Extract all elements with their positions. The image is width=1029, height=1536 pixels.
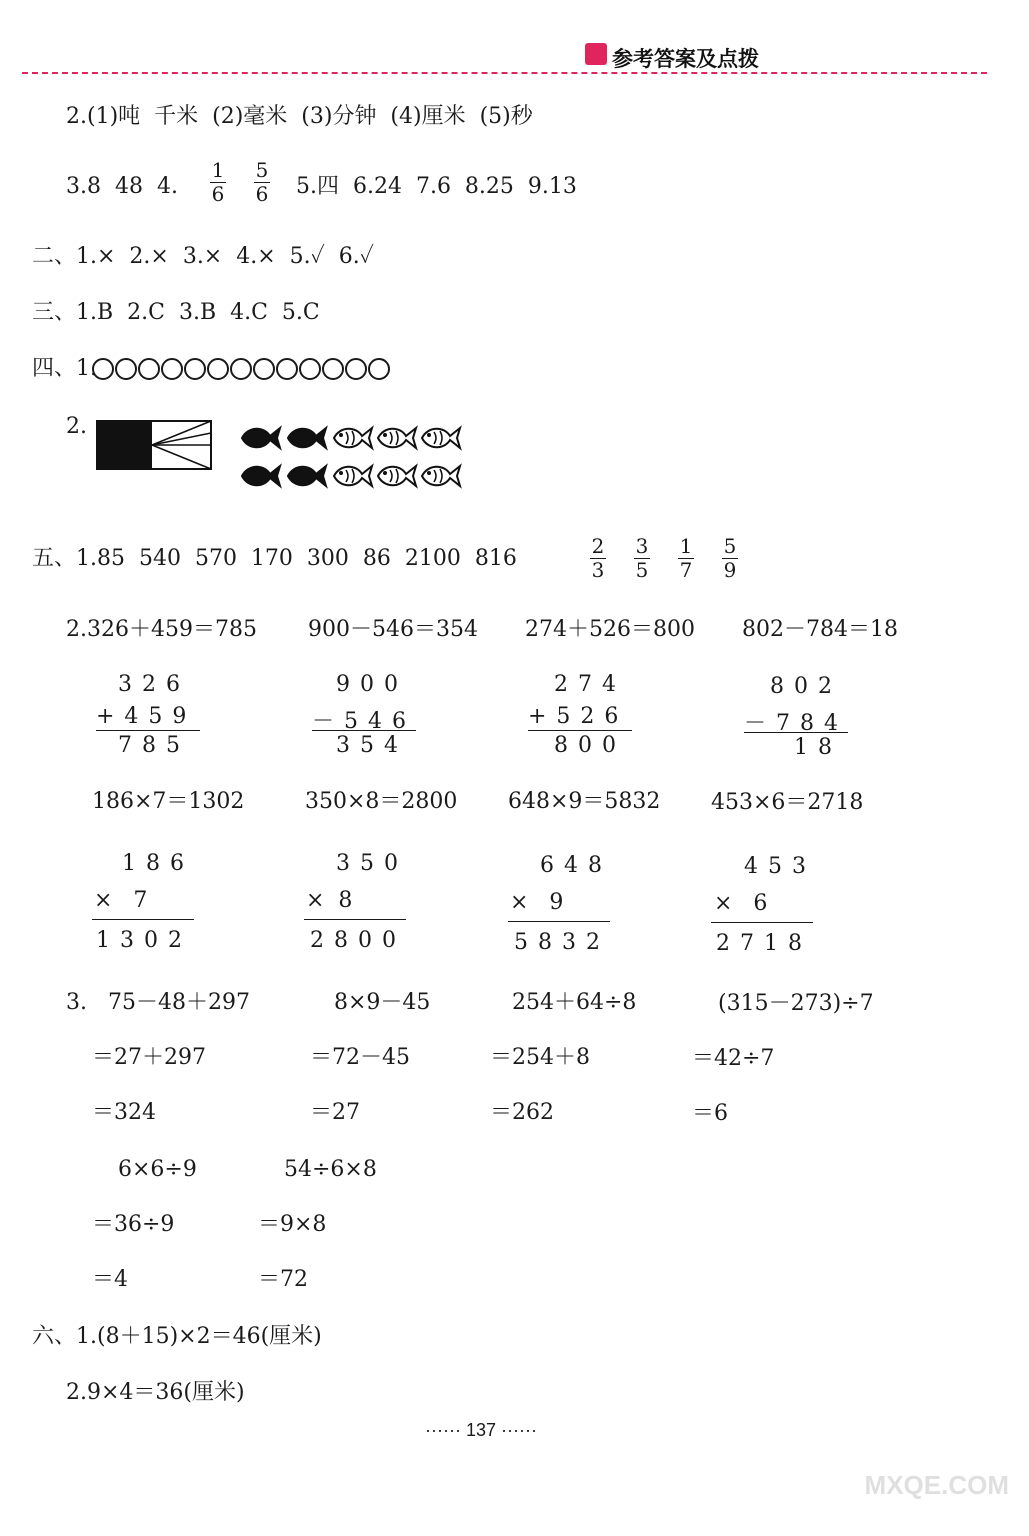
watermark-logo: MXQE.COM (864, 1470, 1009, 1500)
vertical-operand: +459 (96, 704, 197, 729)
vertical-result: 785 (118, 733, 190, 758)
calc-result: ＝4 (92, 1267, 128, 1292)
equation: 186×7＝1302 (92, 789, 245, 814)
fraction: 1 6 (211, 158, 225, 206)
vertical-top: 802 (770, 674, 842, 699)
fraction: 1 7 (679, 534, 693, 582)
outline-fish-icon (378, 466, 416, 486)
equation: 2.326＋459＝785 (66, 617, 257, 642)
outline-fish-icon (334, 428, 372, 448)
circle-icon (368, 358, 390, 380)
circle-icon (253, 358, 275, 380)
vertical-top: 453 (744, 854, 816, 879)
fraction: 5 6 (255, 158, 269, 206)
section-2: 二、1.× 2.× 3.× 4.× 5.✓ 6.✓ (32, 244, 374, 269)
equation: 453×6＝2718 (711, 790, 864, 815)
section-3: 三、1.B 2.C 3.B 4.C 5.C (32, 300, 320, 325)
vertical-operand: －784 (744, 711, 848, 736)
vertical-rule (744, 732, 848, 733)
answer-line-1: 2.(1)吨 千米 (2)毫米 (3)分钟 (4)厘米 (5)秒 (66, 104, 533, 129)
vertical-operand: +526 (528, 704, 629, 729)
answer-line-2b: 5.四 6.24 7.6 8.25 9.13 (296, 174, 577, 199)
vertical-operand: × 6 (714, 891, 768, 916)
calc-result: ＝27 (310, 1100, 360, 1125)
fraction: 5 9 (723, 534, 737, 582)
vertical-rule (304, 919, 406, 920)
calc-result: ＝262 (490, 1100, 554, 1125)
calc-step: ＝72－45 (310, 1045, 410, 1070)
page-header-title: 参考答案及点拨 (612, 47, 759, 71)
calc-expression: 8×9－45 (334, 990, 431, 1015)
outline-fish-icon (378, 428, 416, 448)
vertical-operand: × 7 (94, 888, 148, 913)
vertical-rule (92, 919, 194, 920)
circle-icon (184, 358, 206, 380)
vertical-top: 326 (118, 672, 190, 697)
vertical-result: 354 (336, 733, 408, 758)
vertical-result: 18 (794, 735, 842, 760)
vertical-operand: －546 (312, 709, 416, 734)
circle-icon (276, 358, 298, 380)
vertical-result: 800 (554, 733, 626, 758)
circle-icon (138, 358, 160, 380)
calc-step: ＝42÷7 (692, 1046, 775, 1071)
black-fish-icon (288, 466, 326, 486)
circle-icon (161, 358, 183, 380)
calc-step: ＝9×8 (258, 1212, 327, 1237)
fish-diagram (238, 420, 478, 492)
black-fish-icon (288, 428, 326, 448)
vertical-rule (508, 921, 610, 922)
equation: 648×9＝5832 (508, 789, 661, 814)
circle-icon (207, 358, 229, 380)
circle-row (92, 358, 390, 380)
vertical-top: 648 (540, 853, 612, 878)
vertical-rule (312, 730, 416, 731)
outline-fish-icon (422, 466, 460, 486)
black-fish-icon (242, 466, 280, 486)
equation: 274＋526＝800 (525, 617, 695, 642)
answer-line-2a: 3.8 48 4. (66, 174, 178, 199)
fraction: 3 5 (635, 534, 649, 582)
section-4: 四、1. (32, 356, 97, 381)
calc-result: ＝324 (92, 1100, 156, 1125)
black-fish-icon (242, 428, 280, 448)
vertical-top: 900 (336, 672, 408, 697)
vertical-rule (711, 922, 813, 923)
vertical-operand: × 8 (306, 888, 353, 913)
fraction: 2 3 (591, 534, 605, 582)
circle-icon (230, 358, 252, 380)
section-6-line-1: 六、1.(8＋15)×2＝46(厘米) (32, 1324, 322, 1349)
circle-icon (299, 358, 321, 380)
section-5-line-1: 五、1.85 540 570 170 300 86 2100 816 (32, 546, 517, 571)
header-divider (22, 72, 987, 74)
vertical-rule (528, 730, 632, 731)
outline-fish-icon (334, 466, 372, 486)
vertical-result: 2718 (716, 931, 812, 956)
vertical-top: 350 (336, 851, 408, 876)
vertical-top: 186 (122, 851, 194, 876)
circle-icon (92, 358, 114, 380)
vertical-operand: × 9 (510, 890, 564, 915)
calc-step: ＝27＋297 (92, 1045, 206, 1070)
equation: 350×8＝2800 (305, 789, 458, 814)
calc-step: ＝254＋8 (490, 1045, 590, 1070)
vertical-top: 274 (554, 672, 626, 697)
vertical-rule (96, 730, 200, 731)
circle-icon (322, 358, 344, 380)
vertical-result: 1302 (96, 928, 192, 953)
circle-icon (345, 358, 367, 380)
page-number: ······ 137 ······ (425, 1420, 537, 1440)
vertical-result: 5832 (514, 930, 610, 955)
header-arrow-icon (585, 43, 607, 65)
calc-expression: (315－273)÷7 (718, 991, 874, 1016)
calc-expression: 254＋64÷8 (512, 990, 637, 1015)
calc-expression: 54÷6×8 (284, 1157, 377, 1182)
calc-expression: 3. 75－48＋297 (66, 990, 250, 1015)
shaded-rectangle-diagram (96, 420, 212, 470)
vertical-result: 2800 (310, 928, 406, 953)
section-6-line-2: 2.9×4＝36(厘米) (66, 1380, 245, 1405)
calc-expression: 6×6÷9 (118, 1157, 197, 1182)
calc-step: ＝36÷9 (92, 1212, 175, 1237)
circle-icon (115, 358, 137, 380)
equation: 900－546＝354 (308, 617, 478, 642)
outline-fish-icon (422, 428, 460, 448)
section-4-item-2: 2. (66, 414, 87, 439)
equation: 802－784＝18 (742, 617, 898, 642)
calc-result: ＝6 (692, 1101, 728, 1126)
calc-result: ＝72 (258, 1267, 308, 1292)
